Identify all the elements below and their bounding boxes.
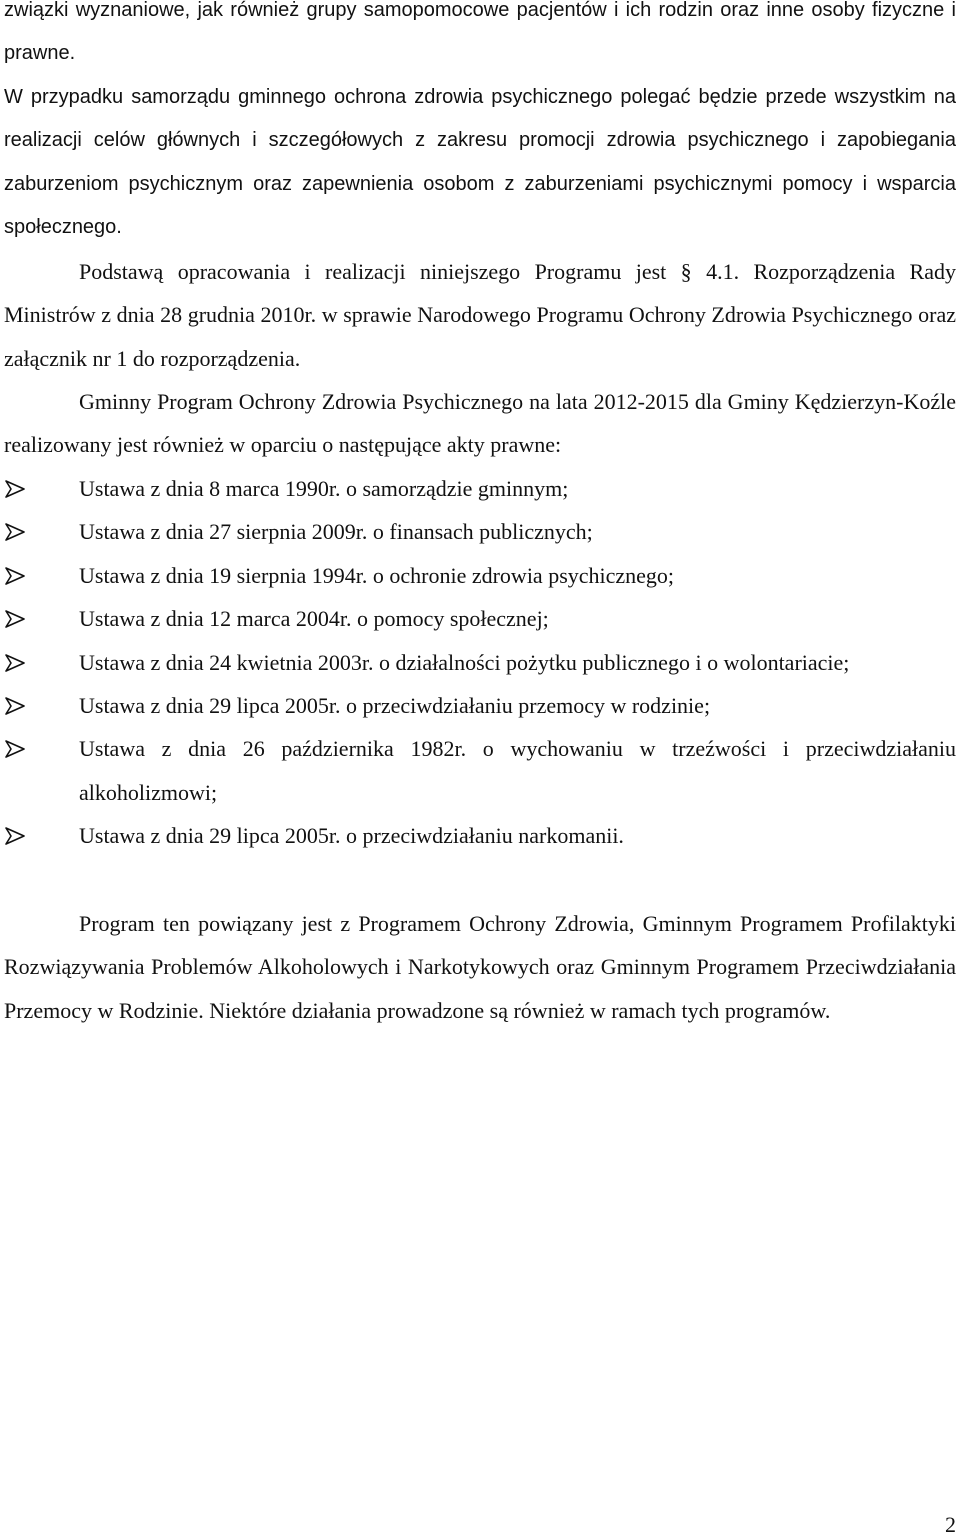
legal-act-item xyxy=(0,467,956,510)
legal-act-item xyxy=(0,510,956,553)
legal-act-text: Ustawa z dnia 26 października 1982r. o wychowaniu w trzeźwości i przeciwdziałaniu alkoholizmowi; xyxy=(79,736,956,805)
legal-act-text: Ustawa z dnia 29 lipca 2005r. o przeciwdziałaniu przemocy w rodzinie; xyxy=(79,693,711,719)
arrowhead-bullet-icon xyxy=(4,697,26,715)
legal-act-text: Ustawa z dnia 8 marca 1990r. o samorządzie gminnym; xyxy=(79,476,569,501)
arrowhead-bullet-icon xyxy=(4,654,26,672)
arrowhead-bullet-icon xyxy=(4,740,26,758)
legal-act-text: Ustawa z dnia 19 sierpnia 1994r. o ochronie zdrowia psychicznego; xyxy=(79,562,675,588)
legal-act-text: Ustawa z dnia 29 lipca 2005r. o przeciwdziałaniu narkomanii. xyxy=(79,823,624,849)
legal-act-item xyxy=(0,554,956,597)
arrowhead-bullet-icon xyxy=(4,610,26,628)
municipal-paragraph: W przypadku samorządu gminnego ochrona zdrowia psychicznego polegać będzie przede wszystkim na realizacji celów głównych i szczegółowych z zakresu promocji zdrowia psychicznego i zapobiegania zaburzeniom psychicznym oraz zapewnienia osobom z zaburzeniami psychicznymi pomocy i wsparcia społecznego. xyxy=(4,86,956,239)
legal-act-text: Ustawa z dnia 27 sierpnia 2009r. o finansach publicznych; xyxy=(79,519,593,545)
intro-paragraph: związki wyznaniowe, jak również grupy samopomocowe pacjentów i ich rodzin oraz inne osoby fizyczne i prawne. xyxy=(4,0,956,65)
legal-act-item xyxy=(0,641,956,684)
legal-act-item xyxy=(0,814,956,857)
basis-paragraph: Podstawą opracowania i realizacji niniejszego Programu jest § 4.1. Rozporządzenia Rady Ministrów z dnia 28 grudnia 2010r. w sprawie Narodowego Programu Ochrony Zdrowia Psychicznego oraz załącznik nr 1 do rozporządzenia. xyxy=(4,259,956,371)
legal-act-text: Ustawa z dnia 24 kwietnia 2003r. o działalności pożytku publicznego i o wolontariacie; xyxy=(79,649,850,675)
legal-acts-intro: Gminny Program Ochrony Zdrowia Psychicznego na lata 2012-2015 dla Gminy Kędzierzyn-Koźle realizowany jest również w oparciu o następujące akty prawne: xyxy=(4,389,956,458)
arrowhead-bullet-icon xyxy=(4,827,26,845)
arrowhead-bullet-icon xyxy=(4,523,26,541)
legal-act-item xyxy=(0,727,956,814)
legal-act-item xyxy=(0,597,956,640)
related-programs-paragraph: Program ten powiązany jest z Programem Ochrony Zdrowia, Gminnym Programem Profilaktyki Rozwiązywania Problemów Alkoholowych i Narkotykowych oraz Gminnym Programem Przeciwdziałania Przemocy w Rodzinie. Niektóre działania prowadzone są również w ramach tych programów. xyxy=(4,911,956,1023)
legal-acts-list xyxy=(0,467,960,858)
arrowhead-bullet-icon xyxy=(4,480,26,498)
arrowhead-bullet-icon xyxy=(4,567,26,585)
legal-act-text: Ustawa z dnia 12 marca 2004r. o pomocy społecznej; xyxy=(79,606,549,632)
legal-act-item xyxy=(0,684,956,727)
page-number: 2 xyxy=(945,1512,956,1537)
